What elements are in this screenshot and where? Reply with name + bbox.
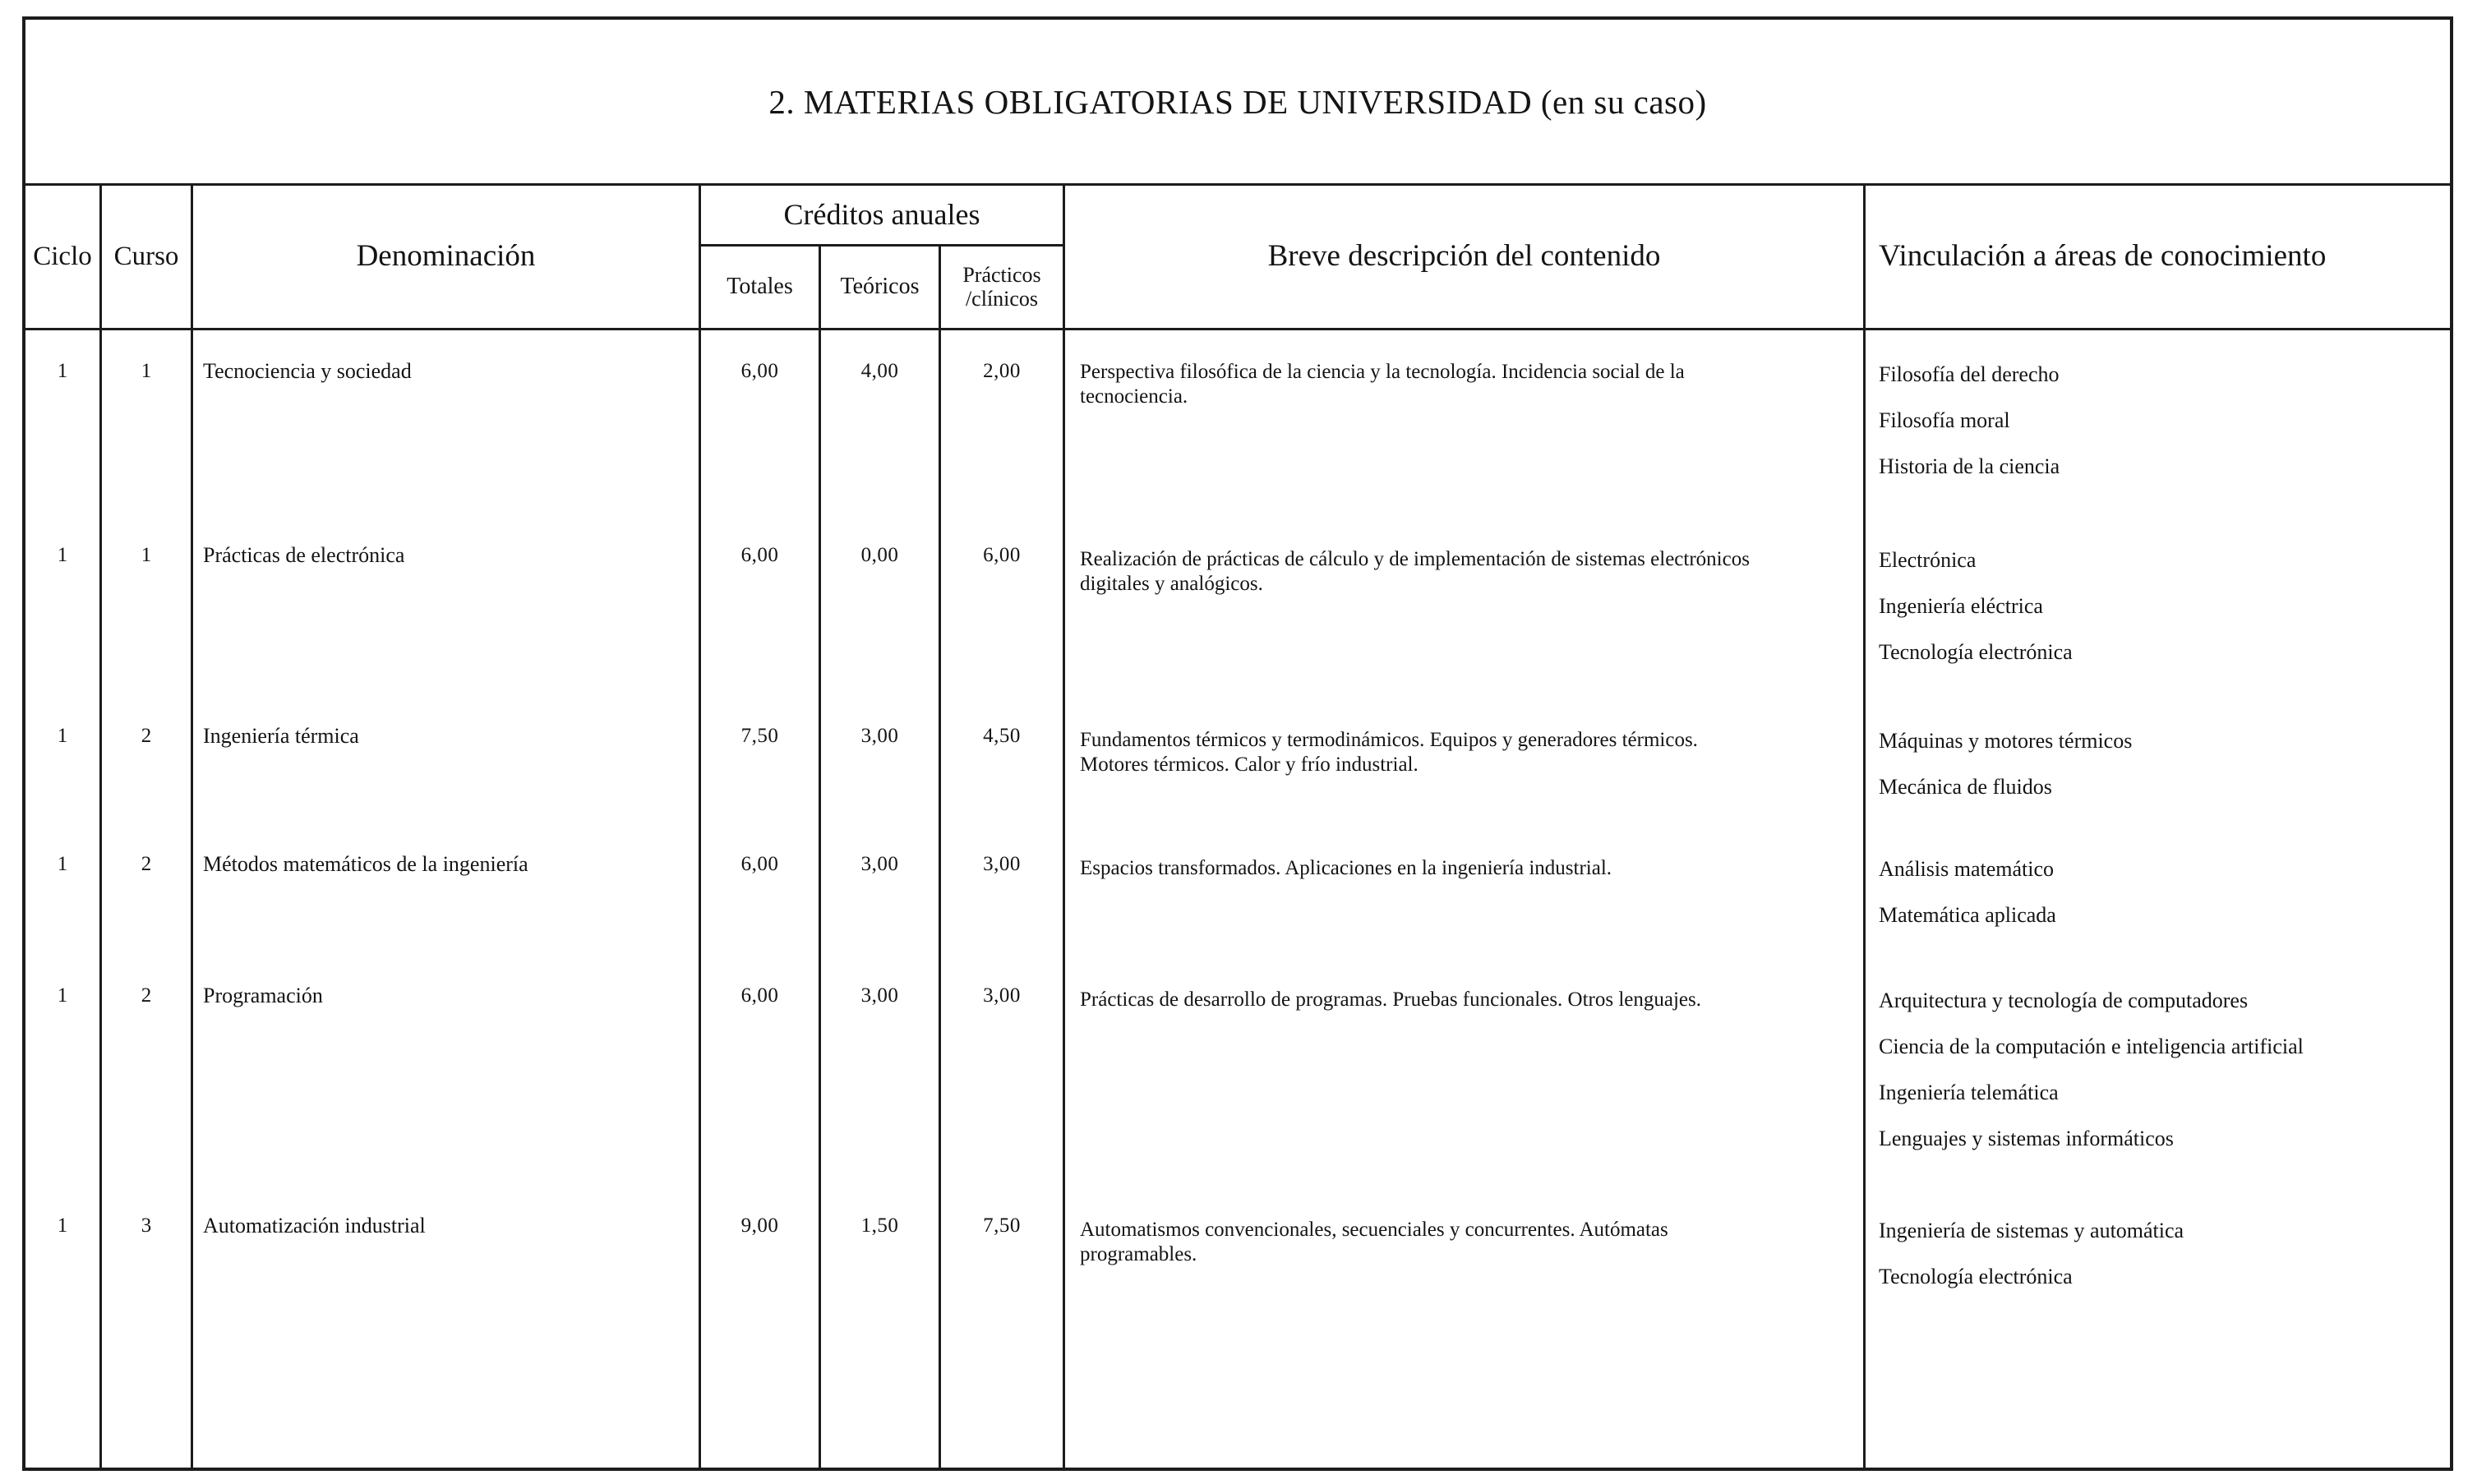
cell-practicos: 2,00	[941, 330, 1065, 542]
cell-vinculacion	[1866, 723, 2450, 851]
cell-practicos: 4,50	[941, 723, 1065, 851]
cell-ciclo: 1	[25, 542, 102, 723]
cell-totales: 9,00	[701, 1213, 821, 1468]
cell-practicos: 3,00	[941, 983, 1065, 1213]
cell-teoricos: 3,00	[821, 723, 941, 851]
table-title-row	[25, 20, 2450, 186]
cell-vinculacion	[1866, 542, 2450, 723]
cell-teoricos: 1,50	[821, 1213, 941, 1468]
area-item: Historia de la ciencia	[1879, 454, 2060, 478]
cell-curso: 1	[102, 542, 193, 723]
cell-ciclo: 1	[25, 983, 102, 1213]
header-denominacion: Denominación	[193, 186, 701, 328]
cell-denominacion: Métodos matemáticos de la ingeniería	[193, 851, 701, 983]
cell-totales: 6,00	[701, 983, 821, 1213]
cell-teoricos: 4,00	[821, 330, 941, 542]
header-curso: Curso	[102, 186, 193, 328]
cell-denominacion: Automatización industrial	[193, 1213, 701, 1468]
cell-ciclo: 1	[25, 330, 102, 542]
table-row	[25, 330, 2450, 542]
cell-ciclo: 1	[25, 851, 102, 983]
area-item: Filosofía del derecho	[1879, 362, 2060, 386]
cell-denominacion: Tecnociencia y sociedad	[193, 330, 701, 542]
area-item: Análisis matemático	[1879, 857, 2055, 881]
cell-ciclo: 1	[25, 1213, 102, 1468]
header-totales: Totales	[701, 247, 821, 328]
cell-totales: 7,50	[701, 723, 821, 851]
cell-totales: 6,00	[701, 851, 821, 983]
area-item: Ingeniería de sistemas y automática	[1879, 1219, 2184, 1242]
cell-totales: 6,00	[701, 330, 821, 542]
table-row	[25, 1213, 2450, 1468]
header-descripcion: Breve descripción del contenido	[1065, 186, 1866, 328]
area-item: Ingeniería eléctrica	[1879, 594, 2043, 618]
area-item: Filosofía moral	[1879, 408, 2010, 432]
cell-teoricos: 3,00	[821, 983, 941, 1213]
header-ciclo: Ciclo	[25, 186, 102, 328]
area-item: Mecánica de fluidos	[1879, 775, 2052, 799]
cell-totales: 6,00	[701, 542, 821, 723]
area-item: Electrónica	[1879, 548, 1977, 572]
cell-denominacion: Prácticas de electrónica	[193, 542, 701, 723]
cell-vinculacion	[1866, 851, 2450, 983]
area-item: Máquinas y motores térmicos	[1879, 729, 2133, 753]
header-practicos-line2: /clínicos	[965, 286, 1039, 311]
cell-teoricos: 0,00	[821, 542, 941, 723]
table-header	[25, 186, 2450, 330]
curriculum-table	[22, 16, 2453, 1471]
cell-descripcion: Automatismos convencionales, secuenciales y concurrentes. Autómatas programables.	[1065, 1213, 1866, 1468]
cell-vinculacion	[1866, 330, 2450, 542]
area-item: Tecnología electrónica	[1879, 1265, 2073, 1288]
cell-curso: 2	[102, 851, 193, 983]
cell-practicos: 7,50	[941, 1213, 1065, 1468]
area-item: Ciencia de la computación e inteligencia artificial	[1879, 1035, 2304, 1058]
cell-vinculacion	[1866, 1213, 2450, 1468]
header-practicos	[941, 247, 1065, 328]
cell-denominacion: Ingeniería térmica	[193, 723, 701, 851]
cell-descripcion: Realización de prácticas de cálculo y de implementación de sistemas electrónicos digitales y analógicos.	[1065, 542, 1866, 723]
cell-curso: 2	[102, 723, 193, 851]
table-row	[25, 851, 2450, 983]
cell-curso: 2	[102, 983, 193, 1213]
cell-descripcion: Espacios transformados. Aplicaciones en la ingeniería industrial.	[1065, 851, 1866, 983]
header-creditos-anuales: Créditos anuales	[701, 186, 1065, 247]
page-title: 2. MATERIAS OBLIGATORIAS DE UNIVERSIDAD (en su caso)	[768, 82, 1707, 121]
cell-teoricos: 3,00	[821, 851, 941, 983]
cell-descripcion: Perspectiva filosófica de la ciencia y la tecnología. Incidencia social de la tecnociencia.	[1065, 330, 1866, 542]
area-item: Tecnología electrónica	[1879, 640, 2073, 664]
header-practicos-line1: Prácticos	[962, 262, 1041, 287]
table-row	[25, 542, 2450, 723]
area-item: Lenguajes y sistemas informáticos	[1879, 1127, 2174, 1150]
table-row	[25, 723, 2450, 851]
header-vinculacion: Vinculación a áreas de conocimiento	[1879, 239, 2327, 274]
table-body	[25, 330, 2450, 1468]
cell-ciclo: 1	[25, 723, 102, 851]
area-item: Ingeniería telemática	[1879, 1081, 2059, 1104]
table-row	[25, 983, 2450, 1213]
cell-vinculacion	[1866, 983, 2450, 1213]
cell-practicos: 6,00	[941, 542, 1065, 723]
cell-curso: 1	[102, 330, 193, 542]
cell-denominacion: Programación	[193, 983, 701, 1213]
cell-curso: 3	[102, 1213, 193, 1468]
cell-descripcion: Fundamentos térmicos y termodinámicos. Equipos y generadores térmicos. Motores térmicos. Calor y frío industrial.	[1065, 723, 1866, 851]
area-item: Matemática aplicada	[1879, 903, 2056, 927]
cell-practicos: 3,00	[941, 851, 1065, 983]
header-teoricos: Teóricos	[821, 247, 941, 328]
area-item: Arquitectura y tecnología de computadores	[1879, 989, 2249, 1012]
cell-descripcion: Prácticas de desarrollo de programas. Pruebas funcionales. Otros lenguajes.	[1065, 983, 1866, 1213]
